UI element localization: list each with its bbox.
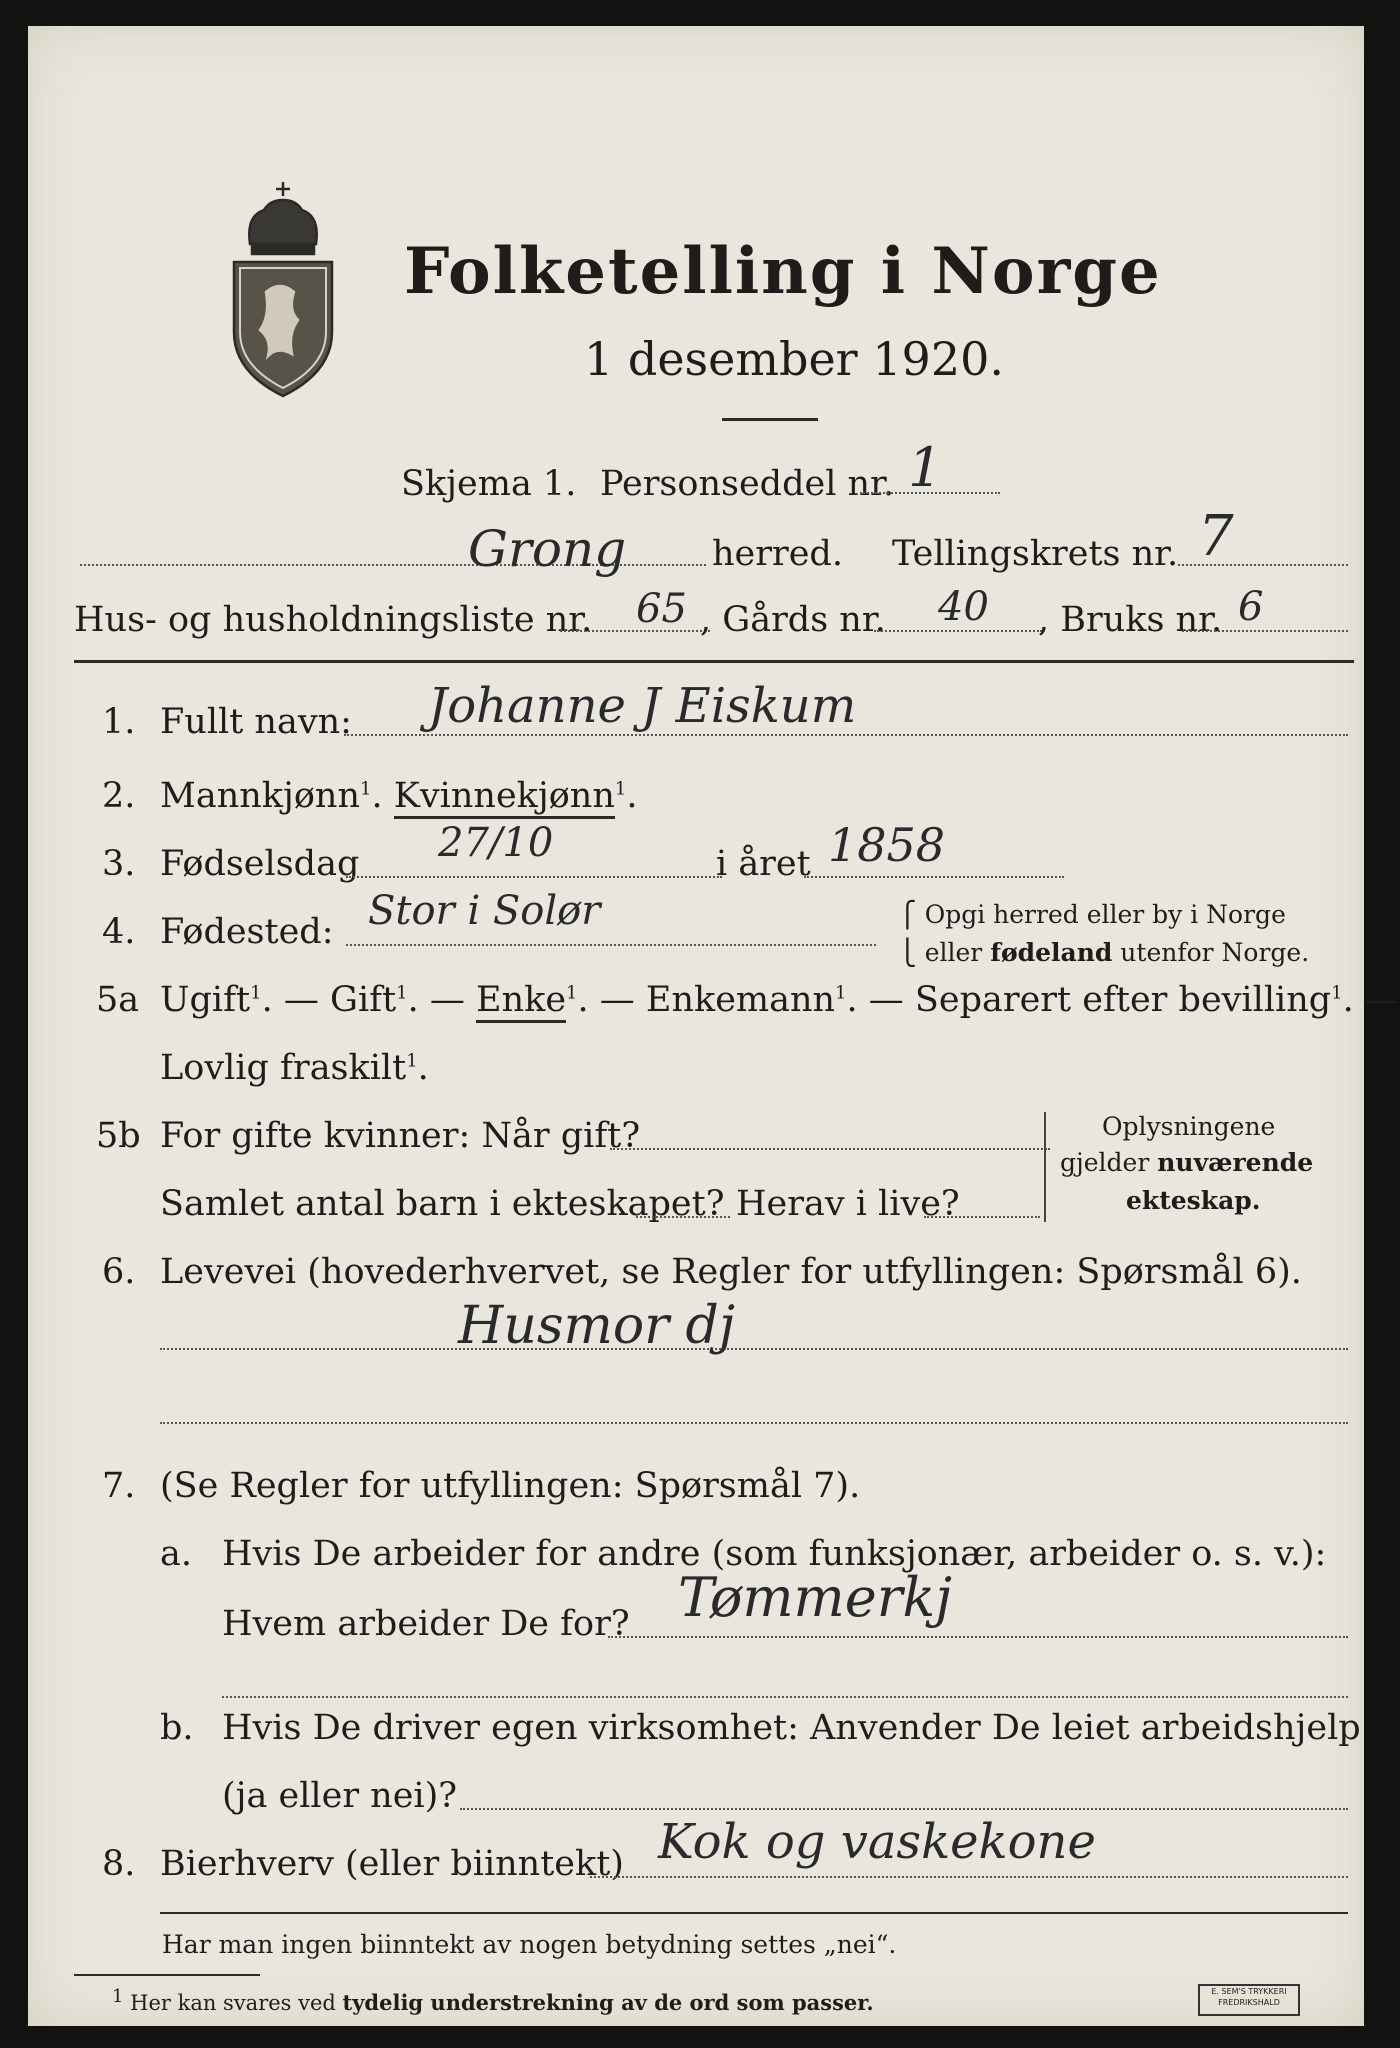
bruks-value: 6 <box>1238 584 1264 630</box>
option-ugift: Ugift <box>160 980 251 1020</box>
option-kvinnekjonn: Kvinnekjønn <box>394 776 615 819</box>
q3-year-line <box>804 876 1064 878</box>
herred-label: herred. <box>712 534 843 574</box>
title-divider <box>722 418 818 421</box>
q7b-number: b. <box>160 1708 194 1748</box>
q8-line <box>590 1876 1348 1878</box>
hus-value: 65 <box>636 586 687 632</box>
q2-options: Mannkjønn$^1$. Kvinnekjønn$^1$. <box>160 776 637 816</box>
q7-number: 7. <box>102 1466 136 1506</box>
bruks-line <box>1182 630 1348 632</box>
q3-year-label: i året <box>716 844 811 884</box>
q1-line <box>344 734 1348 736</box>
option-mannkjonn: Mannkjønn <box>160 776 361 816</box>
printer-stamp: E. SEM'S TRYKKERI FREDRIKSHALD <box>1198 1984 1300 2016</box>
header-divider <box>74 660 1354 663</box>
footer-note: Har man ingen biinntekt av nogen betydning settes „nei“. <box>162 1930 897 1959</box>
q7a-label2: Hvem arbeider De for? <box>222 1604 630 1644</box>
q7a-line1 <box>608 1636 1348 1638</box>
option-gift: Gift <box>329 980 397 1020</box>
q7b-line <box>460 1808 1348 1810</box>
q6-line1 <box>160 1348 1348 1350</box>
q5a-options: Ugift$^1$. — Gift$^1$. — Enke$^1$. — Enkemann$^1$. — Separert efter bevilling$^1$. — <box>160 980 1400 1020</box>
q5b-note1: Oplysningene <box>1102 1112 1276 1141</box>
q4-line <box>346 944 876 946</box>
gards-label: , Gårds nr. <box>700 600 886 640</box>
q7-label: (Se Regler for utfyllingen: Spørsmål 7). <box>160 1466 861 1506</box>
q1-number: 1. <box>102 702 136 742</box>
q3-value: 27/10 <box>438 820 554 866</box>
gards-line <box>874 630 1042 632</box>
q5b-label3: Herav i live? <box>736 1184 960 1224</box>
herred-value: Grong <box>468 520 627 578</box>
q6-label: Levevei (hovederhvervet, se Regler for utfyllingen: Spørsmål 6). <box>160 1252 1302 1292</box>
q4-note-line2: ⎩ eller fødeland utenfor Norge. <box>898 938 1310 967</box>
tellingskrets-value: 7 <box>1198 504 1234 569</box>
gards-value: 40 <box>938 584 989 630</box>
q4-value: Stor i Solør <box>368 888 601 934</box>
personseddel-label: Personseddel nr. <box>600 464 895 504</box>
q5a-number: 5a <box>96 980 140 1020</box>
q6-line2 <box>160 1422 1348 1424</box>
form-title: Folketelling i Norge <box>404 234 1162 309</box>
option-separert: Separert efter bevilling <box>914 980 1332 1020</box>
q5b-line2 <box>636 1216 730 1218</box>
hus-line <box>560 630 710 632</box>
q5b-line1 <box>610 1148 1050 1150</box>
q8-label: Bierhverv (eller biinntekt) <box>160 1844 624 1884</box>
hus-label: Hus- og husholdningsliste nr. <box>74 600 593 640</box>
census-form <box>28 26 1400 2026</box>
option-enkemann: Enkemann <box>645 980 836 1020</box>
q7a-number: a. <box>160 1534 192 1574</box>
q1-label: Fullt navn: <box>160 702 352 742</box>
footnote: $^1$ Her kan svares ved tydelig understrekning av de ord som passer. <box>112 1986 874 2015</box>
footnote-rule <box>74 1974 260 1976</box>
skjema-label: Skjema 1. <box>401 464 577 504</box>
q5b-line3 <box>924 1216 1040 1218</box>
q3-number: 3. <box>102 844 136 884</box>
q4-number: 4. <box>102 912 136 952</box>
q7a-line2 <box>222 1696 1348 1698</box>
q3-year-value: 1858 <box>828 818 946 872</box>
q6-number: 6. <box>102 1252 136 1292</box>
q5b-label1: For gifte kvinner: Når gift? <box>160 1116 641 1156</box>
q5b-brace <box>1044 1112 1050 1222</box>
personseddel-value: 1 <box>908 436 943 499</box>
q5b-note3: ekteskap. <box>1126 1186 1261 1215</box>
q5b-number: 5b <box>96 1116 141 1156</box>
q3-line <box>346 876 722 878</box>
option-lovlig-fraskilt: Lovlig fraskilt$^1$. <box>160 1048 429 1088</box>
q7a-label1: Hvis De arbeider for andre (som funksjonær, arbeider o. s. v.): <box>222 1534 1327 1574</box>
q6-value: Husmor dj <box>458 1296 735 1356</box>
q7b-label2: (ja eller nei)? <box>222 1776 458 1816</box>
q5b-label2: Samlet antal barn i ekteskapet? <box>160 1184 725 1224</box>
q8-number: 8. <box>102 1844 136 1884</box>
q4-label: Fødested: <box>160 912 334 952</box>
q7b-label1: Hvis De driver egen virksomhet: Anvender De leiet arbeidshjelp <box>222 1708 1361 1748</box>
q1-value: Johanne J Eiskum <box>428 678 857 734</box>
q7a-value: Tømmerkj <box>678 1566 952 1629</box>
tellingskrets-label: Tellingskrets nr. <box>892 534 1179 574</box>
q8-value: Kok og vaskekone <box>658 1814 1096 1870</box>
norway-coat-of-arms-icon <box>228 174 338 400</box>
q2-number: 2. <box>102 776 136 816</box>
option-enke: Enke <box>476 980 566 1023</box>
q3-label: Fødselsdag <box>160 844 360 884</box>
census-date: 1 desember 1920. <box>584 332 1004 386</box>
q4-note-line1: ⎧ Opgi herred eller by i Norge <box>898 900 1286 929</box>
q5b-note2: gjelder nuværende <box>1060 1148 1314 1177</box>
footer-divider <box>160 1912 1348 1914</box>
bruks-label: , Bruks nr. <box>1038 600 1223 640</box>
